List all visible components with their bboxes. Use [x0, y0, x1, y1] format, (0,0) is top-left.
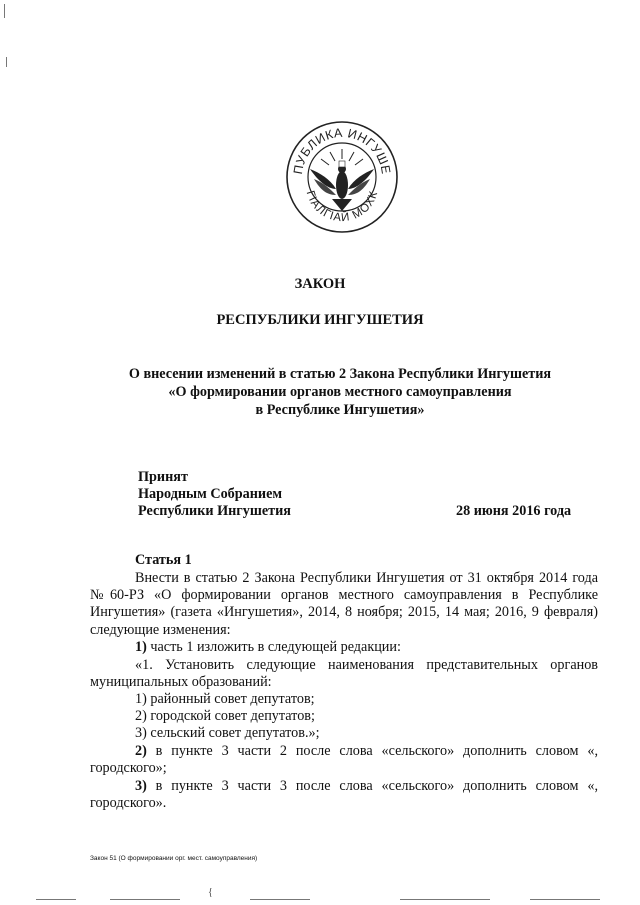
- subitem-2: 2) городской совет депутатов;: [135, 708, 315, 724]
- scan-mark-bottom-2: [110, 899, 180, 900]
- scan-mark-bottom-1: [36, 899, 76, 900]
- scan-mark-left: [4, 4, 5, 18]
- item-3: [90, 778, 598, 812]
- seal-emblem: [284, 119, 400, 235]
- law-subtitle: [70, 365, 610, 419]
- scan-mark-bottom-4: [400, 899, 490, 900]
- seal-bottom-text: ГІАЛГІАЙ МОХК: [303, 189, 381, 225]
- item-3-number: 3): [135, 778, 147, 794]
- quote-paragraph: «1. Установить следующие наименования представительных органов муниципальных образований:: [90, 657, 598, 691]
- adopted-by-assembly: Народным Собранием: [138, 486, 283, 502]
- subtitle-line-1: О внесении изменений в статью 2 Закона Республики Ингушетия: [128, 366, 552, 382]
- article-intro: Внести в статью 2 Закона Республики Ингушетия от 31 октября 2014 года №60-РЗ «О формировании органов местного самоуправления в Республике Ингушетия» (газета «Ингушетия», 2014, 8 ноября; 2015, 14 мая; 2016, 9 февраля) следующие изменения:: [90, 570, 598, 638]
- scan-mark-bottom-3: [250, 899, 310, 900]
- adopted-label: Принят: [138, 469, 188, 485]
- item-1: [90, 639, 598, 656]
- doc-type-title: ЗАКОН: [294, 276, 346, 292]
- subtitle-line-2: «О формировании органов местного самоуправления: [168, 384, 512, 400]
- republic-title: РЕСПУБЛИКИ ИНГУШЕТИЯ: [216, 312, 424, 328]
- seal-icon: [284, 119, 400, 235]
- subitem-1: 1) районный совет депутатов;: [135, 691, 315, 707]
- item-1-text: часть 1 изложить в следующей редакции:: [146, 639, 401, 655]
- subitem-3: 3) сельский совет депутатов.»;: [135, 725, 320, 741]
- footer-note: Закон 51 (О формировании орг. мест. самоуправления): [90, 855, 258, 862]
- adoption-date: 28 июня 2016 года: [456, 503, 572, 519]
- subtitle-line-3: в Республике Ингушетия»: [255, 402, 425, 418]
- item-3-text: в пункте 3 части 3 после слова «сельского» дополнить словом «, городского».: [90, 778, 598, 812]
- item-2: [90, 743, 598, 777]
- article-heading: Статья 1: [135, 552, 192, 568]
- item-2-text: в пункте 3 части 2 после слова «сельского» дополнить словом «, городского»;: [90, 743, 598, 777]
- scan-mark-bottom-5: [530, 899, 600, 900]
- adopted-republic: Республики Ингушетия: [138, 503, 291, 519]
- scan-tick-bottom: {: [208, 887, 213, 898]
- item-2-number: 2): [135, 743, 147, 759]
- item-1-number: 1): [135, 639, 147, 655]
- svg-text:РЕСПУБЛИКА ИНГУШЕТИЯ: [284, 119, 393, 175]
- scan-mark-left-2: [6, 57, 7, 67]
- seal-top-text: ПУБЛИКА ИНГУШЕ: [290, 125, 394, 176]
